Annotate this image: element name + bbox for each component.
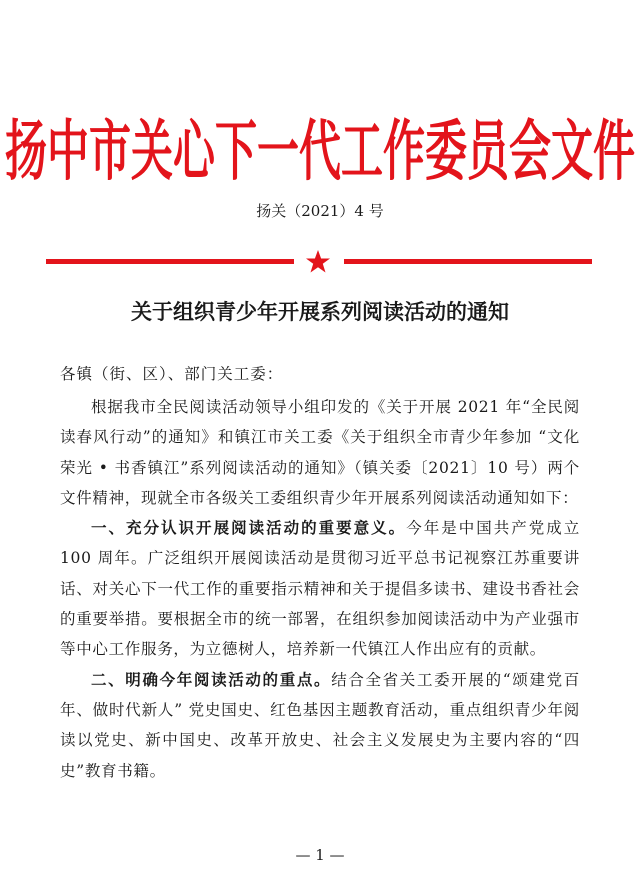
star-icon xyxy=(305,249,331,274)
paragraph-text: 今年是中国共产党成立 100 周年。广泛组织开展阅读活动是贯彻习近平总书记视察江苏重要讲话、对关心下一代工作的重要指示精神和关于提倡多读书、建设书香社会的重要举措。要根据全市的统一部署，在组织参加阅读活动中为产业强市等中心工作服务，为立德树人，培养新一代镇江人作出应有的贡献。 xyxy=(60,519,580,659)
separator-line-left xyxy=(46,259,294,264)
section-heading: 二、明确今年阅读活动的重点。 xyxy=(91,669,332,689)
page-number: — 1 — xyxy=(295,846,345,864)
addressee: 各镇（街、区）、部门关工委： xyxy=(60,365,284,383)
paragraph-text: 根据我市全民阅读活动领导小组印发的《关于开展 2021 年“全民阅读春风行动”的通知》和镇江市关工委《关于组织全市青少年参加 “文化荣光 • 书香镇江”系列阅读活动的通知》（镇关委〔2021〕10 号）两个文件精神，现就全市各级关工委组织青少年开展系列阅读活动通知如下： xyxy=(60,398,580,507)
red-separator xyxy=(46,249,592,273)
section-heading: 一、充分认识开展阅读活动的重要意义。 xyxy=(91,518,407,538)
body-paragraph xyxy=(60,392,580,513)
doc-number: 扬关（2021）4 号 xyxy=(256,202,384,220)
body-paragraph xyxy=(60,665,580,786)
separator-line-right xyxy=(344,259,592,264)
body-paragraph xyxy=(60,513,580,664)
notice-body xyxy=(60,392,580,786)
org-title: 扬中市关心下一代工作委员会文件 xyxy=(4,113,635,189)
paragraph-text: 结合全省关工委开展的“颂建党百年、做时代新人” 党史国史、红色基因主题教育活动，重点组织青少年阅读以党史、新中国史、改革开放史、社会主义发展史为主要内容的“四史”教育书籍。 xyxy=(60,670,580,780)
notice-title: 关于组织青少年开展系列阅读活动的通知 xyxy=(131,299,509,324)
